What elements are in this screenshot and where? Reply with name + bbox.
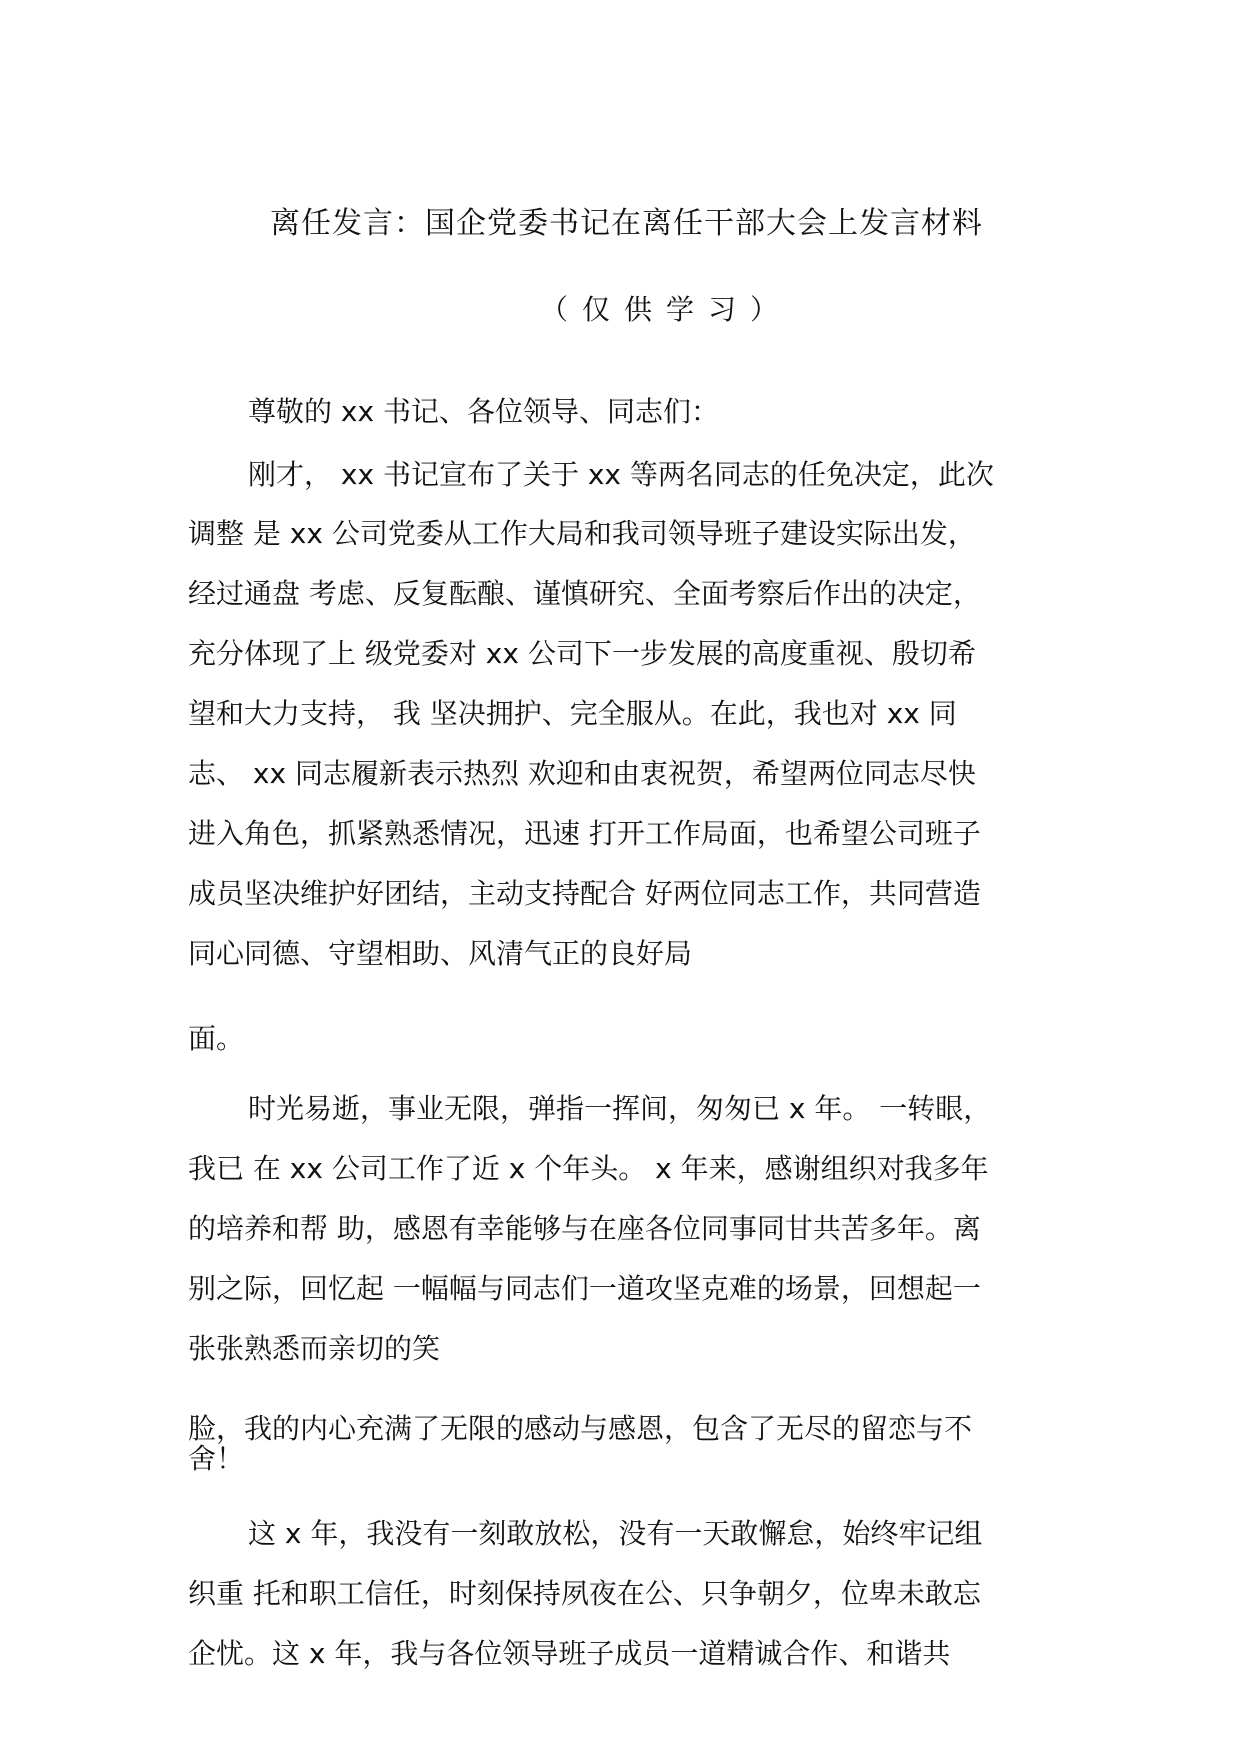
paragraph-line: 舍！ <box>188 1442 245 1475</box>
paragraph-line: 充分体现了上 级党委对 xx 公司下一步发展的高度重视、殷切希 <box>188 637 976 670</box>
document-subtitle: （仅供学习） <box>540 293 793 326</box>
paragraph-line: 脸，我的内心充满了无限的感动与感恩，包含了无尽的留恋与不 <box>188 1412 973 1445</box>
paragraph-line: 经过通盘 考虑、反复酝酿、谨慎研究、全面考察后作出的决定， <box>188 577 981 610</box>
paragraph-line: 织重 托和职工信任，时刻保持夙夜在公、只争朝夕，位卑未敢忘 <box>188 1577 981 1610</box>
paragraph-line: 的培养和帮 助，感恩有幸能够与在座各位同事同甘共苦多年。离 <box>188 1212 981 1245</box>
paragraph-line: 望和大力支持， 我 坚决拥护、完全服从。在此，我也对 xx 同 <box>188 697 957 730</box>
paragraph-line: 我已 在 xx 公司工作了近 x 个年头。 x 年来，感谢组织对我多年 <box>188 1152 989 1185</box>
document-title: 离任发言：国企党委书记在离任干部大会上发言材料 <box>270 206 983 241</box>
paragraph-line: 张张熟悉而亲切的笑 <box>188 1332 441 1365</box>
paragraph-line: 这 x 年，我没有一刻敢放松，没有一天敢懈怠，始终牢记组 <box>248 1517 983 1550</box>
paragraph-line: 成员坚决维护好团结，主动支持配合 好两位同志工作，共同营造 <box>188 877 981 910</box>
paragraph-line: 刚才， xx 书记宣布了关于 xx 等两名同志的任免决定，此次 <box>248 458 994 491</box>
salutation-line: 尊敬的 xx 书记、各位领导、同志们： <box>248 395 719 428</box>
paragraph-line: 企忧。这 x 年，我与各位领导班子成员一道精诚合作、和谐共 <box>188 1637 951 1670</box>
paragraph-line: 别之际，回忆起 一幅幅与同志们一道攻坚克难的场景，回想起一 <box>188 1272 981 1305</box>
paragraph-line: 同心同德、守望相助、风清气正的良好局 <box>188 937 693 970</box>
paragraph-line: 进入角色，抓紧熟悉情况，迅速 打开工作局面，也希望公司班子 <box>188 817 981 850</box>
paragraph-line: 调整 是 xx 公司党委从工作大局和我司领导班子建设实际出发， <box>188 517 976 550</box>
paragraph-line: 时光易逝，事业无限，弹指一挥间，匆匆已 x 年。 一转眼， <box>248 1092 992 1125</box>
paragraph-line: 面。 <box>188 1022 245 1055</box>
paragraph-line: 志、 xx 同志履新表示热烈 欢迎和由衷祝贺，希望两位同志尽快 <box>188 757 976 790</box>
